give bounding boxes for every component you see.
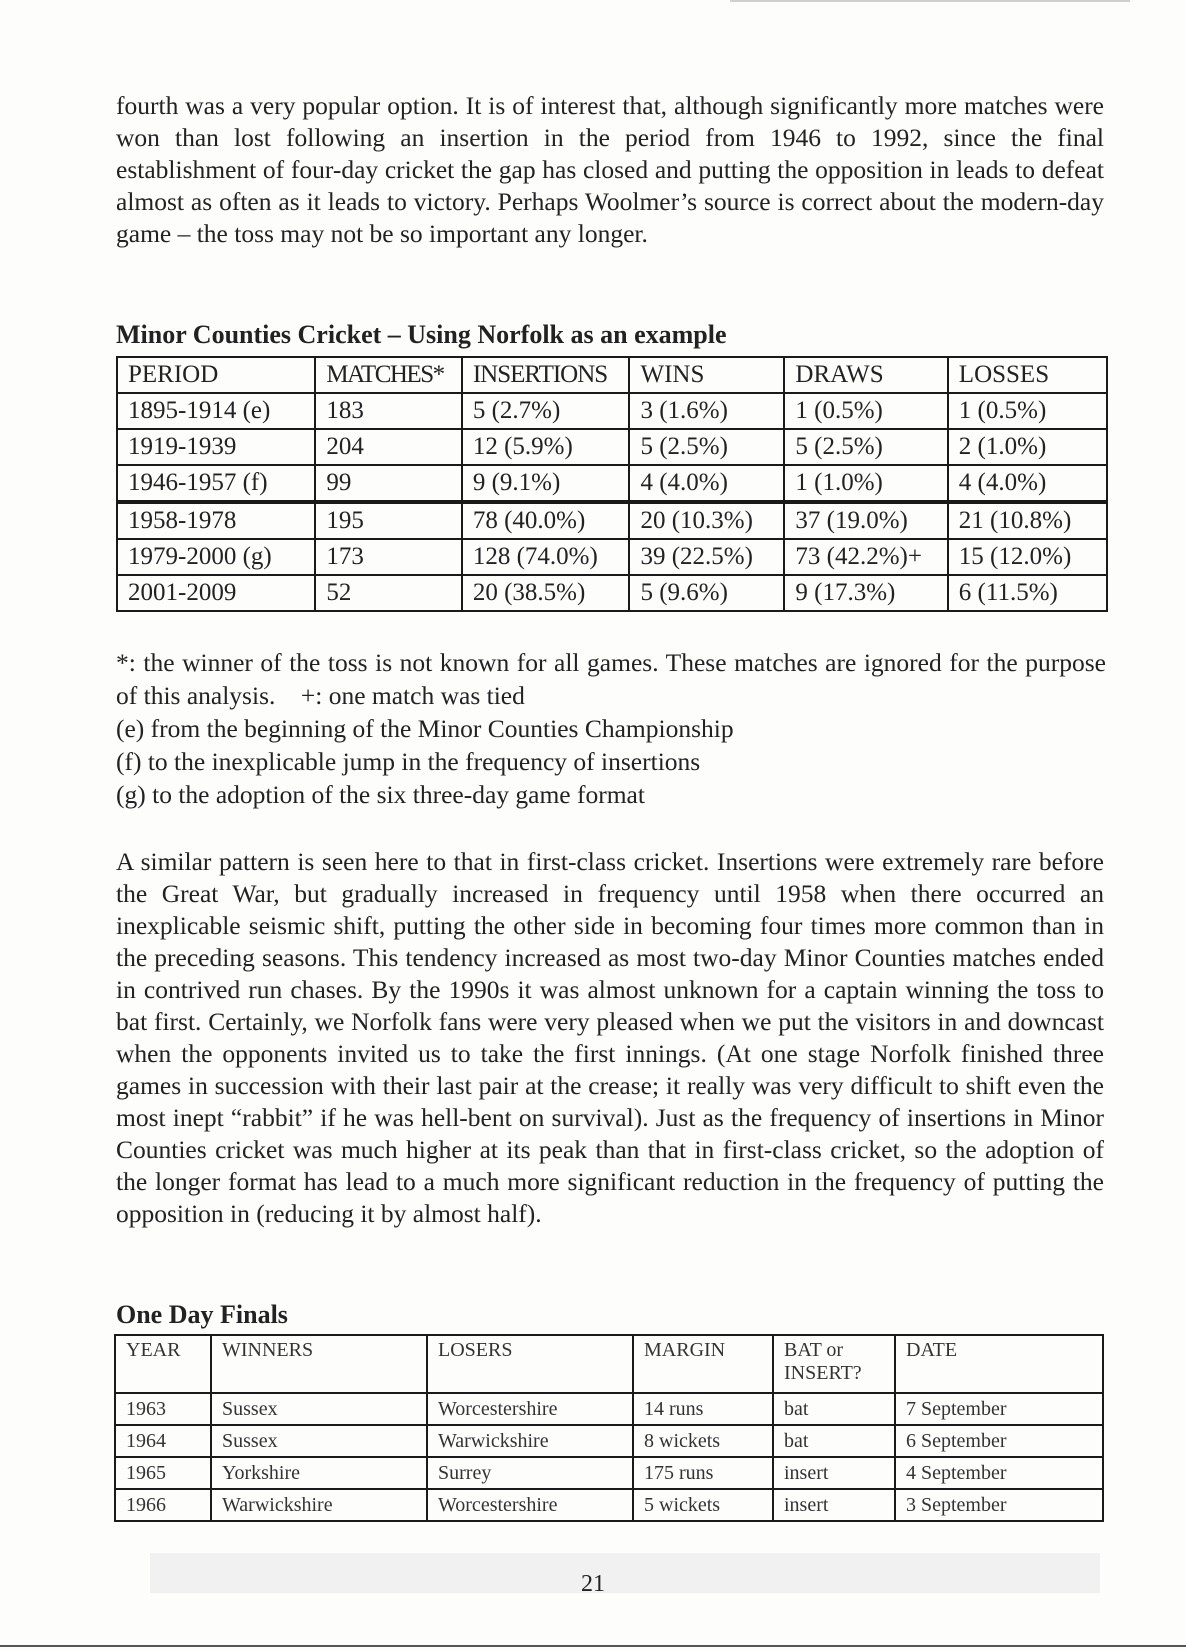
- table-cell: 175 runs: [633, 1457, 773, 1489]
- table-cell: 39 (22.5%): [629, 539, 784, 575]
- scan-edge-top: [730, 0, 1130, 2]
- table-cell: insert: [773, 1457, 895, 1489]
- minor-counties-table: [116, 356, 1108, 612]
- table-cell: 6 September: [895, 1425, 1103, 1457]
- table-cell: 73 (42.2%)+: [784, 539, 947, 575]
- table-cell: 1958-1978: [117, 502, 315, 539]
- table-cell: 4 (4.0%): [629, 465, 784, 502]
- one-day-finals-heading: One Day Finals: [116, 1300, 288, 1329]
- table-cell: 6 (11.5%): [948, 575, 1107, 611]
- table-cell: 15 (12.0%): [948, 539, 1107, 575]
- header-cell: INSERTIONS: [462, 357, 630, 393]
- header-cell: LOSERS: [427, 1335, 633, 1393]
- table-row: [115, 1393, 1103, 1425]
- table-cell: Sussex: [211, 1425, 427, 1457]
- table-cell: 5 wickets: [633, 1489, 773, 1521]
- table-cell: 12 (5.9%): [462, 429, 630, 465]
- table-cell: 1963: [115, 1393, 211, 1425]
- header-cell: MATCHES*: [315, 357, 461, 393]
- table-cell: 37 (19.0%): [784, 502, 947, 539]
- header-cell: MARGIN: [633, 1335, 773, 1393]
- header-cell: WINNERS: [211, 1335, 427, 1393]
- table-row: [115, 1489, 1103, 1521]
- header-cell: PERIOD: [117, 357, 315, 393]
- table-row: [117, 393, 1107, 429]
- note-asterisk: *: the winner of the toss is not known for all games. These matches are ignored for the purpose of this analysis. +: one match was tied: [116, 648, 1106, 710]
- table-header-row: [117, 357, 1107, 393]
- one-day-finals-table: [114, 1334, 1104, 1522]
- minor-counties-heading: Minor Counties Cricket – Using Norfolk as an example: [116, 320, 727, 349]
- table-cell: 4 September: [895, 1457, 1103, 1489]
- table-cell: 20 (38.5%): [462, 575, 630, 611]
- table-cell: 21 (10.8%): [948, 502, 1107, 539]
- table-cell: 204: [315, 429, 461, 465]
- intro-paragraph: fourth was a very popular option. It is of interest that, although significantly more matches were won than lost following an insertion in the period from 1946 to 1992, since the final establishment of four-day cricket the gap has closed and putting the opposition in leads to defeat almost as often as it leads to victory. Perhaps Woolmer’s source is correct about the modern-day game – the toss may not be so important any longer.: [116, 91, 1104, 248]
- table-cell: 195: [315, 502, 461, 539]
- table-cell: Warwickshire: [427, 1425, 633, 1457]
- table-cell: 2 (1.0%): [948, 429, 1107, 465]
- table-cell: 128 (74.0%): [462, 539, 630, 575]
- table-cell: 1 (0.5%): [948, 393, 1107, 429]
- table-cell: 3 (1.6%): [629, 393, 784, 429]
- page-number: 21: [581, 1571, 605, 1597]
- table-cell: 8 wickets: [633, 1425, 773, 1457]
- table-cell: insert: [773, 1489, 895, 1521]
- table-cell: 5 (2.7%): [462, 393, 630, 429]
- table-cell: 20 (10.3%): [629, 502, 784, 539]
- table-cell: 5 (2.5%): [629, 429, 784, 465]
- table-cell: Sussex: [211, 1393, 427, 1425]
- table-cell: 9 (9.1%): [462, 465, 630, 502]
- header-cell: DATE: [895, 1335, 1103, 1393]
- header-cell: YEAR: [115, 1335, 211, 1393]
- table-cell: 1 (1.0%): [784, 465, 947, 502]
- table-cell: 1965: [115, 1457, 211, 1489]
- table-row: [117, 575, 1107, 611]
- table-cell: 5 (2.5%): [784, 429, 947, 465]
- header-cell: WINS: [629, 357, 784, 393]
- table-cell: 1895-1914 (e): [117, 393, 315, 429]
- table-cell: 9 (17.3%): [784, 575, 947, 611]
- table-row: [117, 539, 1107, 575]
- note-e: (e) from the beginning of the Minor Counties Championship: [116, 714, 734, 743]
- table-cell: 173: [315, 539, 461, 575]
- header-cell: DRAWS: [784, 357, 947, 393]
- table-cell: 5 (9.6%): [629, 575, 784, 611]
- table-cell: Yorkshire: [211, 1457, 427, 1489]
- note-plus: +: one match was tied: [300, 681, 525, 710]
- table-cell: bat: [773, 1393, 895, 1425]
- note-g: (g) to the adoption of the six three-day game format: [116, 780, 645, 809]
- table-cell: 52: [315, 575, 461, 611]
- table-row: [115, 1457, 1103, 1489]
- table-cell: 78 (40.0%): [462, 502, 630, 539]
- table-cell: 1 (0.5%): [784, 393, 947, 429]
- table-row: [117, 429, 1107, 465]
- table-cell: bat: [773, 1425, 895, 1457]
- table-cell: 1979-2000 (g): [117, 539, 315, 575]
- table-cell: 99: [315, 465, 461, 502]
- scan-edge-bottom: [0, 1645, 1186, 1647]
- table-cell: 1964: [115, 1425, 211, 1457]
- table-cell: 2001-2009: [117, 575, 315, 611]
- table-cell: Worcestershire: [427, 1393, 633, 1425]
- table-cell: 1966: [115, 1489, 211, 1521]
- header-cell: BAT or INSERT?: [773, 1335, 895, 1393]
- header-cell: LOSSES: [948, 357, 1107, 393]
- table-cell: 4 (4.0%): [948, 465, 1107, 502]
- table-row: [115, 1425, 1103, 1457]
- table-row: [117, 502, 1107, 539]
- table-cell: 3 September: [895, 1489, 1103, 1521]
- note-f: (f) to the inexplicable jump in the frequency of insertions: [116, 747, 701, 776]
- analysis-paragraph: A similar pattern is seen here to that in first-class cricket. Insertions were extremely rare before the Great War, but gradually increased in frequency until 1958 when there occurred an inexplicable seismic shift, putting the other side in becoming four times more common than in the preceding seasons. This tendency increased as most two-day Minor Counties matches ended in contrived run chases. By the 1990s it was almost unknown for a captain winning the toss to bat first. Certainly, we Norfolk fans were very pleased when we put the visitors in and downcast when the opponents invited us to take the first innings. (At one stage Norfolk finished three games in succession with their last pair at the crease; it really was very difficult to shift even the most inept “rabbit” if he was hell-bent on survival). Just as the frequency of insertions in Minor Counties cricket was much higher at its peak than that in first-class cricket, so the adoption of the longer format has lead to a much more significant reduction in the frequency of putting the opposition in (reducing it by almost half).: [116, 847, 1104, 1228]
- table-cell: Surrey: [427, 1457, 633, 1489]
- table-cell: 1919-1939: [117, 429, 315, 465]
- table-cell: 1946-1957 (f): [117, 465, 315, 502]
- table-notes: [116, 646, 1106, 811]
- table-cell: Worcestershire: [427, 1489, 633, 1521]
- table-cell: 183: [315, 393, 461, 429]
- table-row: [117, 465, 1107, 502]
- table-cell: 7 September: [895, 1393, 1103, 1425]
- table-cell: 14 runs: [633, 1393, 773, 1425]
- table-header-row: [115, 1335, 1103, 1393]
- table-cell: Warwickshire: [211, 1489, 427, 1521]
